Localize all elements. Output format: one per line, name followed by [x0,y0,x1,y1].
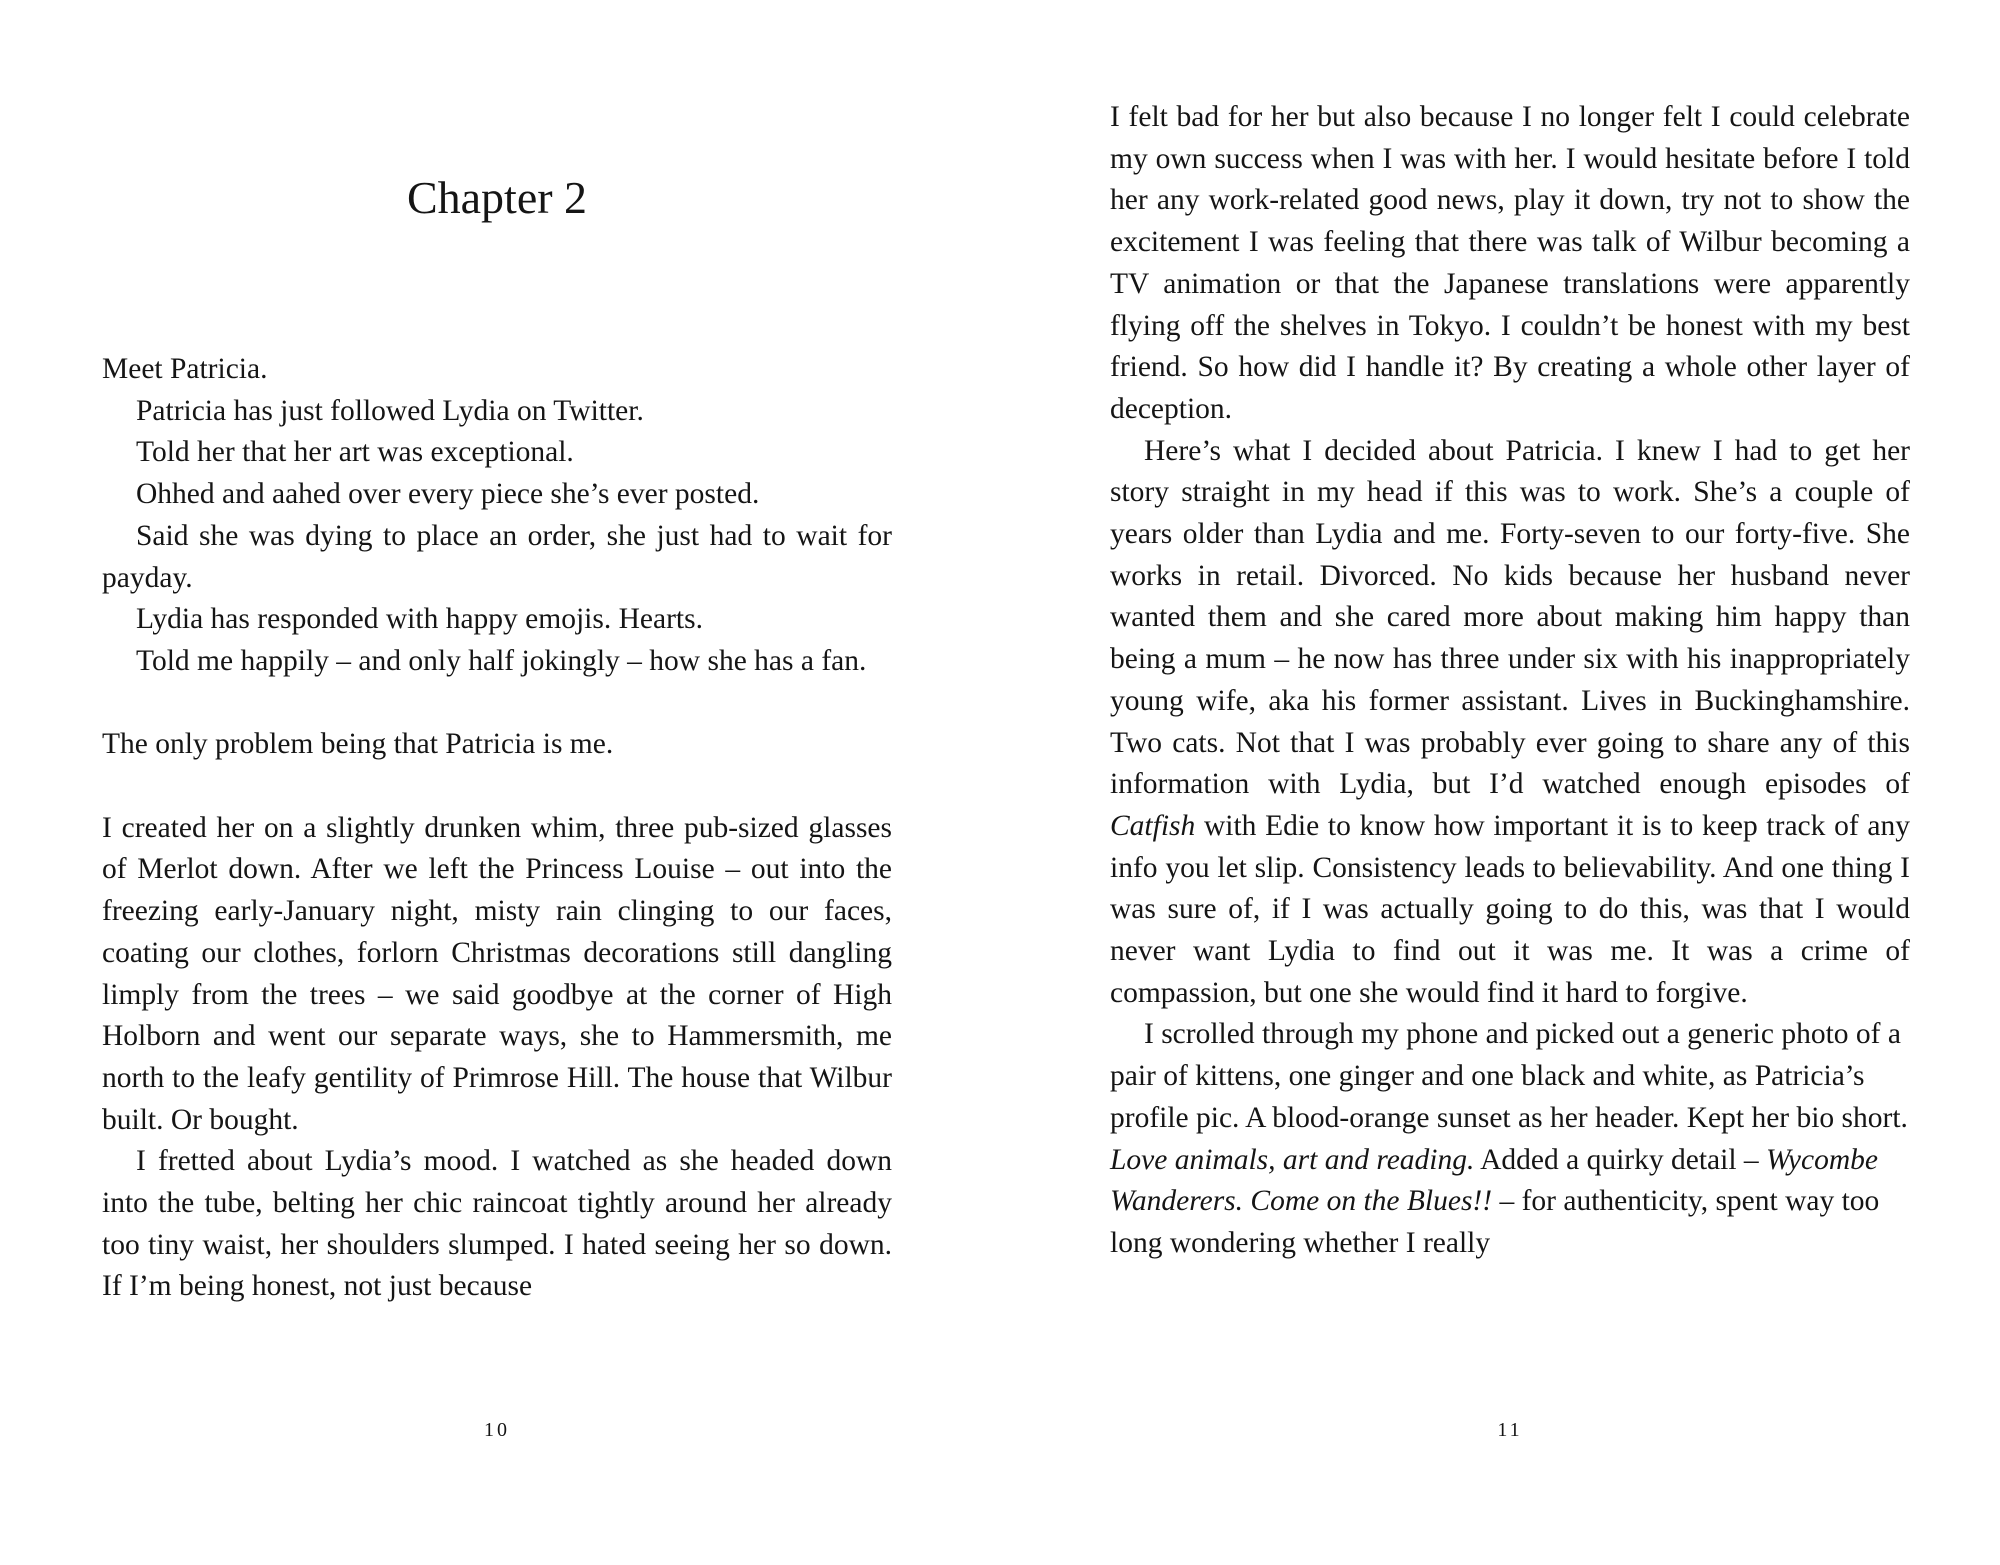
right-page-text [1110,97,1910,1265]
paragraph: The only problem being that Patricia is me. [102,728,614,761]
text-run: – for authenticity, spent way too long wondering whether I really [1110,1185,1880,1259]
page-number: 10 [484,1419,510,1441]
paragraph: I fretted about Lydia’s mood. I watched as she headed down into the tube, belting her chic raincoat tightly around her already too tiny waist, her shoulders slumped. I hated seeing her so down. If I’m being honest, not just because [102,1145,892,1303]
left-page-text [102,349,892,1308]
paragraph: I created her on a slightly drunken whim, three pub-sized glasses of Merlot down. After we left the Princess Louise – out into the freezing early-January night, misty rain clinging to our faces, coating our clothes, forlorn Christmas decorations still dangling limply from the trees – we said goodbye at the corner of High Holborn and went our separate ways, she to Hammersmith, me north to the leafy gentility of Primrose Hill. The house that Wilbur built. Or bought. [102,811,892,1136]
right-page [1110,0,1910,1565]
left-page [102,0,892,1565]
paragraph [1110,1014,1910,1264]
chapter-title: Chapter 2 [406,172,588,223]
italic-detail: Wycombe Wanderers. Come on the Blues!! [1110,1143,1878,1218]
italic-title: Catfish [1110,809,1196,842]
text-run: Here’s what I decided about Patricia. I knew I had to get her story straight in my head if this was to work. She’s a couple of years older than Lydia and me. Forty-seven to our forty-five. She works in retail. Divorced. No kids because her husband never wanted them and she cared more about making him happy than being a mum – he now has three under six with his inappropriately young wife, aka his former assistant. Lives in Buckinghamshire. Two cats. Not that I was probably ever going to share any of this information with Lydia, but I’d watched enough episodes of [1110,434,1910,801]
text-run: with Edie to know how important it is to keep track of any info you let slip. Consistency leads to believability. And one thing I was sure of, if I was actually going to do this, was that I would never want Lydia to find out it was me. It was a crime of compassion, but one she would find it hard to forgive. [1110,809,1910,1009]
paragraph: Said she was dying to place an order, she just had to wait for payday. [102,519,892,594]
page-number: 11 [1497,1419,1523,1441]
paragraph: Meet Patricia. [102,353,268,385]
paragraph: Told me happily – and only half jokingly – how she has a fan. [136,644,867,677]
paragraph: Patricia has just followed Lydia on Twitter. [136,394,644,427]
paragraph: Ohhed and aahed over every piece she’s ever posted. [136,478,760,511]
text-run: I scrolled through my phone and picked out a generic photo of a pair of kittens, one ginger and one black and white, as Patricia’s profile pic. A blood-orange sunset as her header. Kept her bio short. [1110,1018,1908,1134]
text-run: Added a quirky detail – [1474,1143,1767,1176]
paragraph [1110,431,1910,1015]
paragraph: Told her that her art was exceptional. [136,436,574,469]
paragraph: I felt bad for her but also because I no longer felt I could celebrate my own success when I was with her. I would hesitate before I told her any work-related good news, play it down, try not to show the excitement I was feeling that there was talk of Wilbur becoming a TV animation or that the Japanese translations were apparently flying off the shelves in Tokyo. I couldn’t be honest with my best friend. So how did I handle it? By creating a whole other layer of deception. [1110,101,1910,425]
paragraph: Lydia has responded with happy emojis. Hearts. [136,603,703,636]
italic-bio: Love animals, art and reading. [1110,1143,1475,1176]
